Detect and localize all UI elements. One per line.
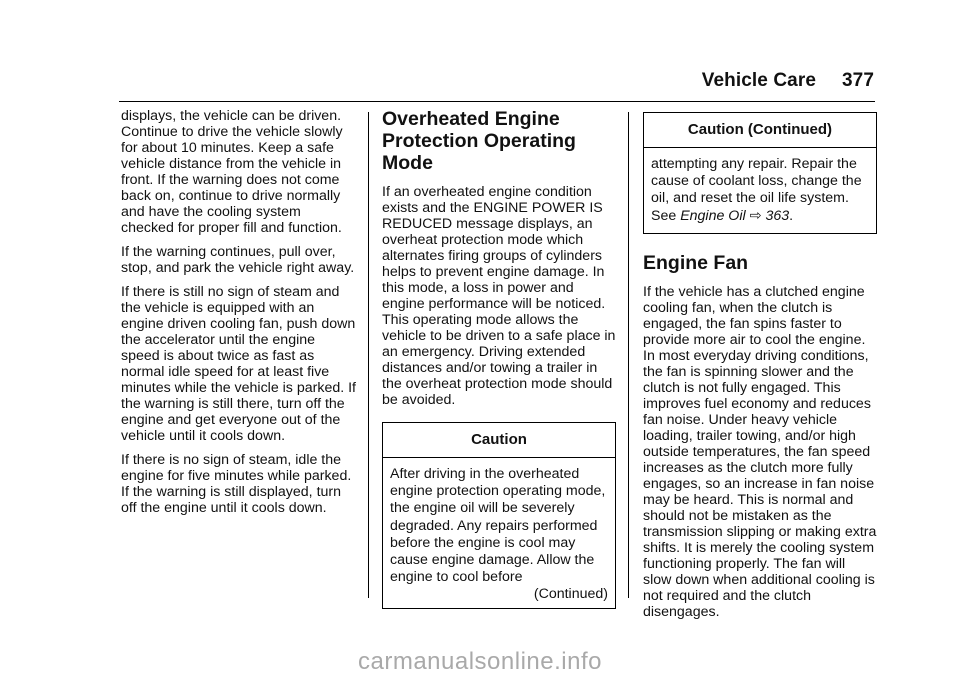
section-heading: Overheated Engine Protection Operating Mode bbox=[382, 108, 576, 174]
paragraph: If there is no sign of steam, idle the engine for five minutes while parked. If the warning is still displayed, turn off the engine until it cools down. bbox=[121, 452, 352, 516]
caution-body bbox=[644, 148, 876, 233]
engine-oil-link[interactable] bbox=[680, 208, 789, 224]
header-divider bbox=[119, 101, 875, 102]
caution-text: attempting any repair. Repair the cause of coolant loss, change the oil, and reset the oil life system. See bbox=[651, 156, 862, 224]
caution-text: After driving in the overheated engine protection operating mode, the engine oil will be severely degraded. Any repairs performed before the engine is cool may cause engine damage. Allow the engine to cool before bbox=[390, 466, 606, 586]
paragraph: If the warning continues, pull over, stop, and park the vehicle right away. bbox=[121, 244, 355, 276]
paragraph: If the vehicle has a clutched engine cooling fan, when the clutch is engaged, the fan spins faster to provide more air to cool the engine. In most everyday driving conditions, the fan is spinning slower and the clutch is not fully engaged. This improves fuel economy and reduces fan noise. Under heavy vehicle loading, trailer towing, and/or high outside temperatures, the fan speed increases as the clutch more fully engages, so an increase in fan noise may be heard. This is normal and should not be mistaken as the transmission slipping or making extra shifts. It is merely the cooling system functioning properly. The fan will slow down when additional cooling is not required and the clutch disengages. bbox=[643, 283, 877, 620]
caution-box-continued bbox=[643, 112, 877, 234]
paragraph: If there is still no sign of steam and the vehicle is equipped with an engine driven cooling fan, push down the accelerator until the engine speed is about twice as fast as normal idle speed for at least five minutes while the vehicle is parked. If the warning is still there, turn off the engine and get everyone out of the vehicle until it cools down. bbox=[121, 284, 356, 444]
column-right bbox=[643, 112, 877, 628]
paragraph: displays, the vehicle can be driven. Continue to drive the vehicle slowly for about 10 minutes. Keep a safe vehicle distance from the vehicle in front. If the warning does not come back on, continue to drive normally and have the cooling system checked for proper fill and function. bbox=[121, 108, 343, 236]
column-left bbox=[121, 108, 356, 524]
column-divider bbox=[368, 112, 369, 598]
column-divider bbox=[628, 112, 629, 598]
caution-text-end: . bbox=[789, 207, 794, 224]
paragraph: If an overheated engine condition exists and the ENGINE POWER IS REDUCED message displays, an overheat protection mode which alternates firing groups of cylinders helps to prevent engine damage. In this mode, a loss in power and engine performance will be noticed. This operating mode allows the vehicle to be driven to a safe place in an emergency. Driving extended distances and/or towing a trailer in the overheat protection mode should be avoided. bbox=[382, 184, 616, 408]
section-title: Vehicle Care bbox=[701, 70, 816, 91]
section-heading: Engine Fan bbox=[643, 251, 749, 274]
caution-title: Caution (Continued) bbox=[644, 113, 876, 148]
page-ref-arrow-icon: ⇨ bbox=[749, 207, 762, 224]
link-text: Engine Oil bbox=[680, 207, 746, 224]
page-number: 377 bbox=[841, 70, 874, 91]
caution-body bbox=[383, 458, 615, 608]
column-middle bbox=[382, 108, 616, 609]
caution-box bbox=[382, 422, 616, 609]
page-header bbox=[702, 70, 874, 92]
caution-title: Caution bbox=[383, 423, 615, 458]
continued-label: (Continued) bbox=[533, 586, 608, 603]
watermark: carmanualsonline.info bbox=[358, 648, 602, 675]
page-ref-number: 363 bbox=[765, 207, 790, 224]
